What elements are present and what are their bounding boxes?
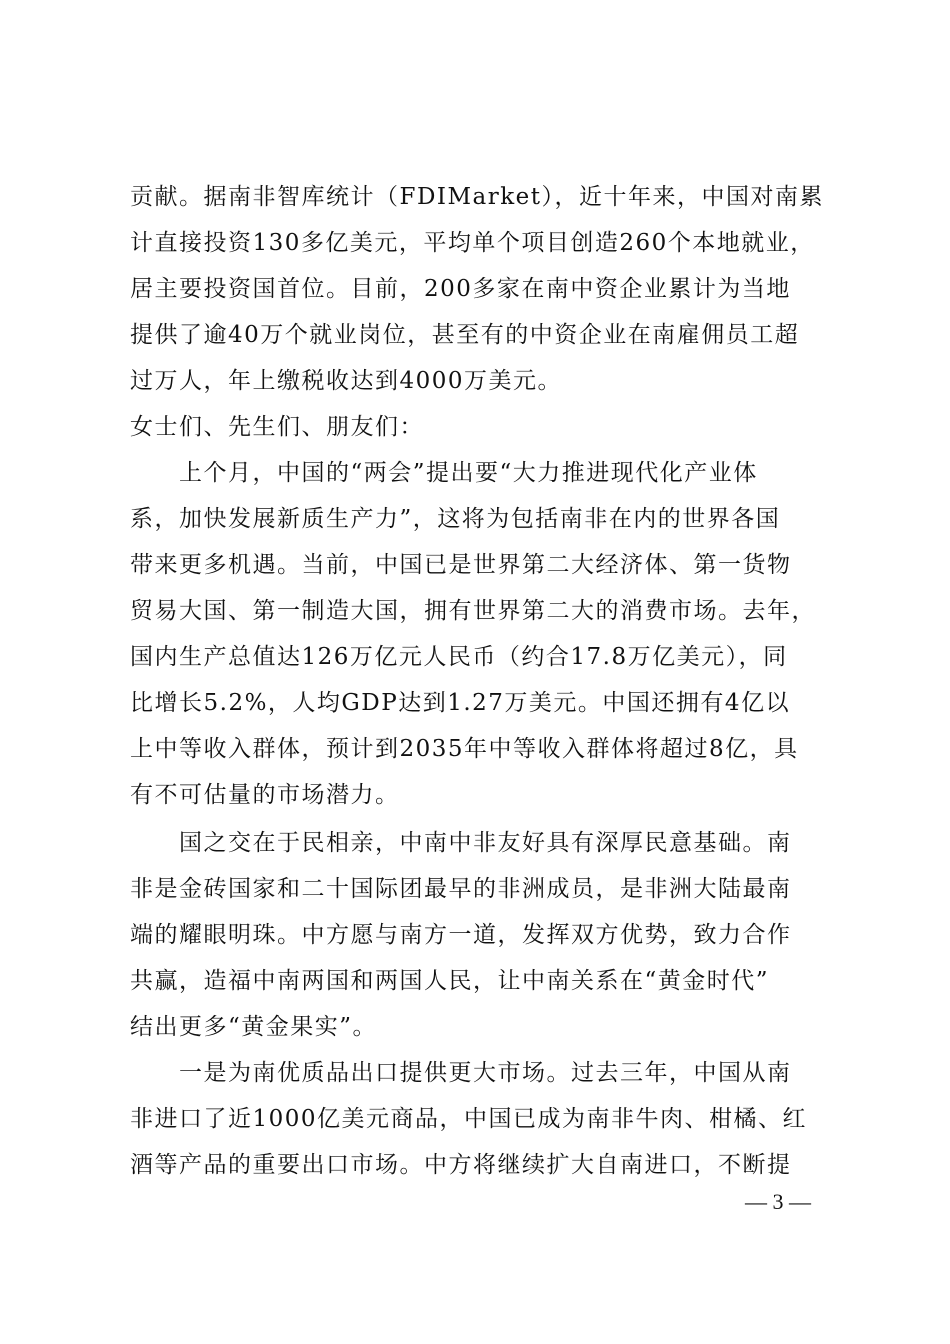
text-line: 过万人，年上缴税收达到4000万美元。 xyxy=(130,368,563,394)
text-line: 带来更多机遇。当前，中国已是世界第二大经济体、第一货物 xyxy=(130,552,792,578)
text-line: 上个月，中国的“两会”提出要“大力推进现代化产业体 xyxy=(130,460,758,486)
text-line: 贡献。据南非智库统计（FDIMarket），近十年来，中国对南累 xyxy=(130,184,825,210)
text-line: 一是为南优质品出口提供更大市场。过去三年，中国从南 xyxy=(130,1060,792,1086)
text-line: 结出更多“黄金果实”。 xyxy=(130,1014,378,1040)
text-line: 非进口了近1000亿美元商品，中国已成为南非牛肉、柑橘、红 xyxy=(130,1106,808,1132)
text-line: 国内生产总值达126万亿元人民币（约合17.8万亿美元），同 xyxy=(130,644,788,670)
text-line: 非是金砖国家和二十国际团最早的非洲成员，是非洲大陆最南 xyxy=(130,876,792,902)
text-line: 计直接投资130多亿美元，平均单个项目创造260个本地就业， xyxy=(130,230,815,256)
text-line: 共赢，造福中南两国和两国人民，让中南关系在“黄金时代” xyxy=(130,968,770,994)
text-line: 比增长5.2%，人均GDP达到1.27万美元。中国还拥有4亿以 xyxy=(130,690,791,716)
text-line: 上中等收入群体，预计到2035年中等收入群体将超过8亿，具 xyxy=(130,736,799,762)
text-line: 提供了逾40万个就业岗位，甚至有的中资企业在南雇佣员工超 xyxy=(130,322,800,348)
text-line: 居主要投资国首位。目前，200多家在南中资企业累计为当地 xyxy=(130,276,791,302)
text-line: 系，加快发展新质生产力”，这将为包括南非在内的世界各国 xyxy=(130,506,781,532)
text-line: 贸易大国、第一制造大国，拥有世界第二大的消费市场。去年， xyxy=(130,598,816,624)
text-line: 国之交在于民相亲，中南中非友好具有深厚民意基础。南 xyxy=(130,830,792,856)
salutation: 女士们、先生们、朋友们： xyxy=(130,414,424,440)
text-line: 端的耀眼明珠。中方愿与南方一道，发挥双方优势，致力合作 xyxy=(130,922,792,948)
text-line: 酒等产品的重要出口市场。中方将继续扩大自南进口，不断提 xyxy=(130,1152,792,1178)
text-line: 有不可估量的市场潜力。 xyxy=(130,782,400,808)
page-number: — 3 — xyxy=(745,1189,811,1214)
